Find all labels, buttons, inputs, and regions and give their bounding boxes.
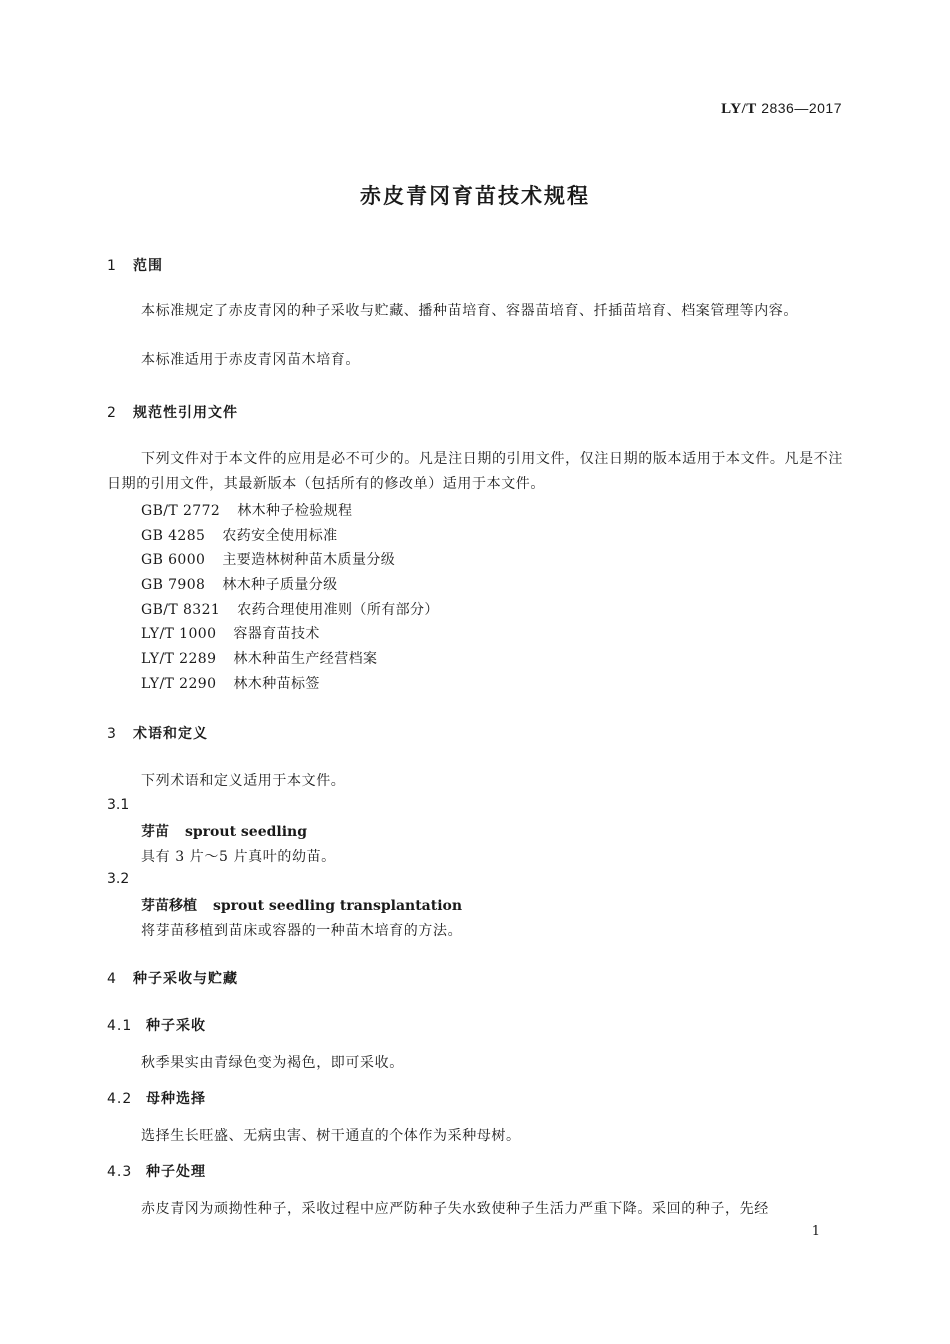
section-number: 3 xyxy=(107,726,117,742)
section-3-paragraph-1: 下列术语和定义适用于本文件。 xyxy=(141,773,346,789)
subsection-4-1-text: 秋季果实由青绿色变为褐色，即可采收。 xyxy=(141,1055,404,1071)
subsection-4-2-heading: 4.2 母种选择 xyxy=(107,1091,206,1107)
standard-code-number: 2836—2017 xyxy=(761,100,842,116)
standard-code-prefix: LY/T xyxy=(721,101,757,117)
section-3-heading xyxy=(107,723,208,743)
term-definition: 具有 3 片～5 片真叶的幼苗。 xyxy=(141,849,336,865)
section-2-paragraph-1: 下列文件对于本文件的应用是必不可少的。凡是注日期的引用文件，仅注日期的版本适用于本文件。凡是不注日期的引用文件，其最新版本（包括所有的修改单）适用于本文件。 xyxy=(107,451,843,492)
reference-item: GB/T 8321 农药合理使用准则（所有部分） xyxy=(141,602,439,618)
reference-item: GB/T 2772 林木种子检验规程 xyxy=(141,503,353,519)
subsection-4-2-text: 选择生长旺盛、无病虫害、树干通直的个体作为采种母树。 xyxy=(141,1128,521,1144)
section-1-paragraph-2: 本标准适用于赤皮青冈苗木培育。 xyxy=(141,352,360,368)
term-number: 3.1 xyxy=(107,797,130,813)
reference-item: GB 7908 林木种子质量分级 xyxy=(141,577,338,593)
section-number: 4 xyxy=(107,971,117,987)
section-1-paragraph-1: 本标准规定了赤皮青冈的种子采收与贮藏、播种苗培育、容器苗培育、扦插苗培育、档案管理等内容。 xyxy=(141,303,798,319)
section-title: 种子采收与贮藏 xyxy=(133,971,238,987)
subsection-4-1-heading: 4.1 种子采收 xyxy=(107,1018,206,1034)
section-1-heading xyxy=(107,255,163,275)
reference-item: LY/T 1000 容器育苗技术 xyxy=(141,626,320,642)
section-title: 范围 xyxy=(133,258,163,274)
term-heading: 芽苗 sprout seedling xyxy=(141,824,307,840)
section-number: 2 xyxy=(107,405,117,421)
section-2-heading xyxy=(107,402,238,422)
term-heading: 芽苗移植 sprout seedling transplantation xyxy=(141,898,463,914)
section-title: 术语和定义 xyxy=(133,726,208,742)
term-definition: 将芽苗移植到苗床或容器的一种苗木培育的方法。 xyxy=(141,923,463,939)
term-number: 3.2 xyxy=(107,871,130,887)
reference-item: GB 4285 农药安全使用标准 xyxy=(141,528,338,544)
section-4-heading xyxy=(107,968,238,988)
page-number: 1 xyxy=(811,1224,820,1239)
standard-code-header xyxy=(721,100,842,118)
reference-item: GB 6000 主要造林树种苗木质量分级 xyxy=(141,552,396,568)
document-title: 赤皮青冈育苗技术规程 xyxy=(360,184,590,208)
section-number: 1 xyxy=(107,258,117,274)
reference-item: LY/T 2289 林木种苗生产经营档案 xyxy=(141,651,378,667)
subsection-4-3-text: 赤皮青冈为顽拗性种子，采收过程中应严防种子失水致使种子生活力严重下降。采回的种子，先经 xyxy=(141,1201,769,1217)
section-title: 规范性引用文件 xyxy=(133,405,238,421)
reference-item: LY/T 2290 林木种苗标签 xyxy=(141,676,320,692)
subsection-4-3-heading: 4.3 种子处理 xyxy=(107,1164,206,1180)
